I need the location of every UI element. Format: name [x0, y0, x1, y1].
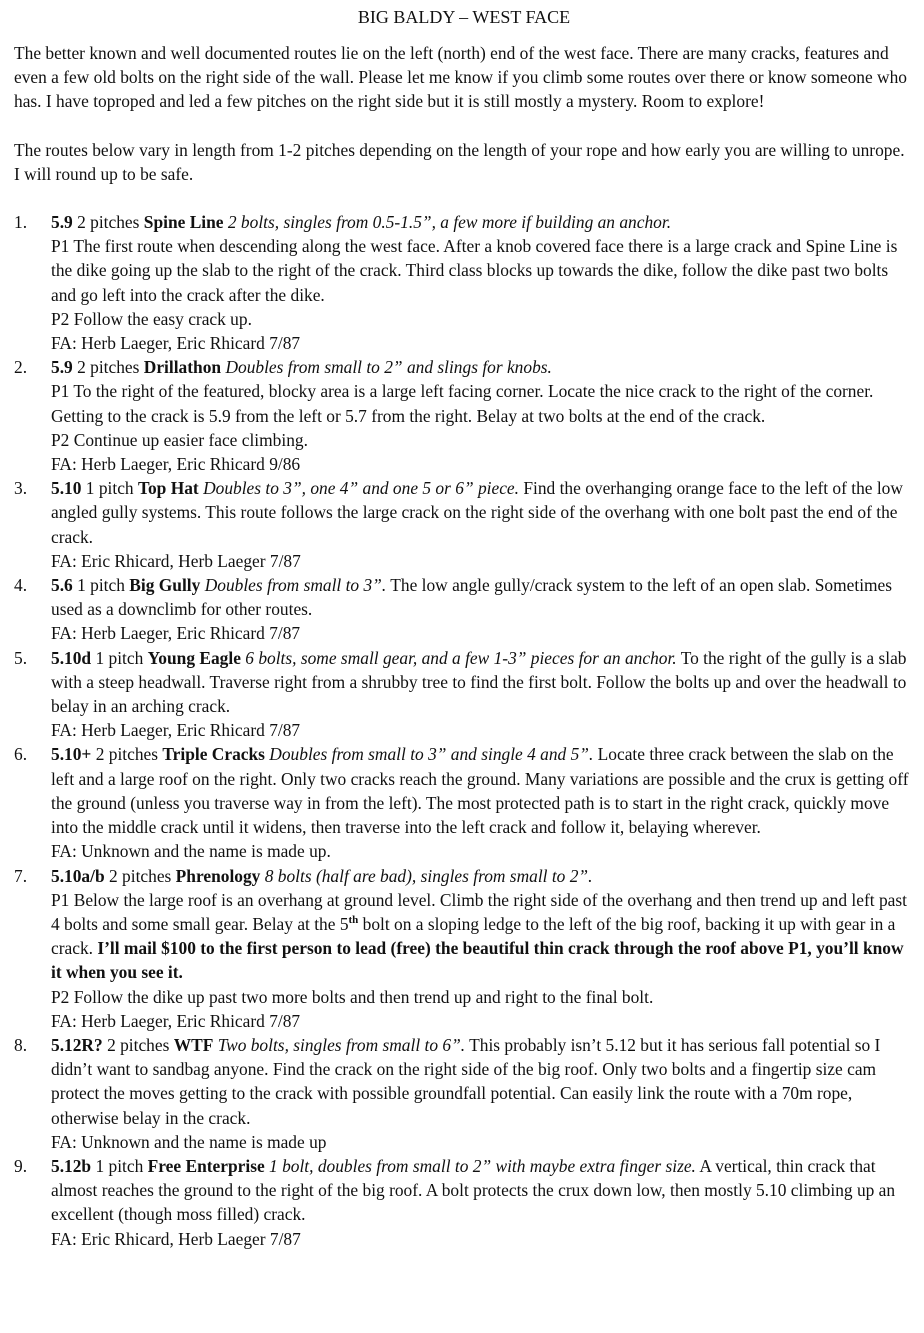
- route-grade: 5.12b: [51, 1155, 92, 1176]
- route-pitches: 2 pitches: [107, 1034, 170, 1055]
- route-name: Drillathon: [143, 357, 222, 378]
- route-name: Young Eagle: [147, 647, 241, 668]
- route-pitches: 2 pitches: [95, 744, 159, 765]
- route-gear: 2 bolts, singles from 0.5-1.5”, a few more if building an anchor.: [227, 212, 672, 233]
- route-item: [14, 1154, 914, 1251]
- route-gear: Two bolts, singles from small to 6”.: [217, 1034, 466, 1055]
- route-name: Phrenology: [175, 865, 261, 886]
- route-gear: Doubles from small to 3”.: [204, 575, 387, 596]
- route-p1: [51, 888, 914, 985]
- route-number: 1.: [14, 212, 28, 233]
- route-pitches: 1 pitch: [77, 575, 125, 596]
- route-grade: 5.10d: [51, 647, 92, 668]
- route-fa: FA: Unknown and the name is made up: [51, 1131, 327, 1152]
- route-fa: FA: Herb Laeger, Eric Rhicard 7/87: [51, 333, 301, 354]
- route-number: 6.: [14, 744, 28, 765]
- route-item: [14, 646, 914, 743]
- route-number: 8.: [14, 1034, 28, 1055]
- route-grade: 5.6: [51, 575, 73, 596]
- route-item: [14, 210, 914, 355]
- route-gear: 6 bolts, some small gear, and a few 1-3” pieces for an anchor.: [245, 647, 677, 668]
- route-item: [14, 355, 914, 476]
- route-list: [14, 210, 914, 1251]
- route-gear: Doubles from small to 2” and slings for knobs.: [225, 357, 552, 378]
- route-description: Find the overhanging orange face to the left of the low angled gully systems. This route follows the large crack on the right side of the overhang with one bolt past the end of the crack.: [51, 478, 903, 547]
- route-grade: 5.9: [51, 212, 73, 233]
- route-p2: P2 Follow the dike up past two more bolts and then trend up and right to the final bolt.: [51, 986, 654, 1007]
- route-item: [14, 742, 914, 863]
- route-grade: 5.9: [51, 357, 73, 378]
- route-name: Top Hat: [137, 478, 199, 499]
- route-grade: 5.10+: [51, 744, 92, 765]
- route-number: 7.: [14, 865, 28, 886]
- route-fa: FA: Herb Laeger, Eric Rhicard 9/86: [51, 454, 301, 475]
- route-gear: Doubles to 3”, one 4” and one 5 or 6” piece.: [203, 478, 519, 499]
- route-fa: FA: Herb Laeger, Eric Rhicard 7/87: [51, 720, 301, 741]
- route-p1-text: P1 Below the large roof is an overhang at ground level. Climb the right side of the overhang and then trend up and left past 4 bolts and some small gear. Belay at the 5: [51, 889, 907, 934]
- route-bounty-note: I’ll mail $100 to the first person to lead (free) the beautiful thin crack through the roof above P1, you’ll know it when you see it.: [51, 938, 904, 983]
- route-item: [14, 1033, 914, 1154]
- route-item: [14, 573, 914, 646]
- route-number: 4.: [14, 575, 28, 596]
- route-grade: 5.12R?: [51, 1034, 103, 1055]
- route-name: Big Gully: [129, 575, 201, 596]
- route-name: Spine Line: [143, 212, 224, 233]
- route-description: To the right of the gully is a slab with a steep headwall. Traverse right from a shrubby tree to find the first bolt. Follow the bolts up and over the headwall to belay in an arching crack.: [51, 647, 907, 717]
- page-title: BIG BALDY – WEST FACE: [357, 7, 571, 27]
- route-grade: 5.10a/b: [51, 865, 105, 886]
- route-name: WTF: [173, 1034, 214, 1055]
- route-description: Locate three crack between the slab on the left and a large roof on the right. Only two cracks reach the ground. Many variations are possible and the crux is getting off the ground (unless you traverse way in from the left). The most protected path is to start in the right crack, quickly move into the middle crack until it widens, then traverse into the left crack and follow it, belaying wherever.: [51, 744, 909, 838]
- route-description: A vertical, thin crack that almost reaches the ground to the right of the big roof. A bolt protects the crux down low, then mostly 5.10 climbing up an excellent (though moss filled) crack.: [51, 1155, 896, 1225]
- route-number: 9.: [14, 1155, 28, 1176]
- route-pitches: 2 pitches: [77, 357, 140, 378]
- route-number: 2.: [14, 357, 28, 378]
- route-p1-text-cont: bolt on a sloping ledge to the left of the big roof, backing it up with gear in a crack.: [51, 913, 896, 959]
- route-pitches: 2 pitches: [77, 212, 140, 233]
- route-fa: FA: Herb Laeger, Eric Rhicard 7/87: [51, 1010, 301, 1031]
- route-fa: FA: Eric Rhicard, Herb Laeger 7/87: [51, 550, 301, 571]
- route-name: Triple Cracks: [162, 744, 265, 765]
- route-fa: FA: Eric Rhicard, Herb Laeger 7/87: [51, 1228, 301, 1249]
- route-p2: P2 Follow the easy crack up.: [51, 308, 252, 329]
- route-description: This probably isn’t 5.12 but it has serious fall potential so I didn’t want to sandbag anyone. Find the crack on the right side of the big roof. Only two bolts and a fingertip size cam protect the moves getting to the crack with possible groundfall potential. Can easily link the route with a 70m rope, otherwise belay in the crack.: [51, 1034, 881, 1128]
- route-grade: 5.10: [51, 478, 82, 499]
- route-pitches: 2 pitches: [109, 865, 172, 886]
- ordinal-suffix: th: [348, 914, 359, 927]
- route-gear: 8 bolts (half are bad), singles from small to 2”.: [264, 865, 593, 886]
- route-number: 3.: [14, 478, 28, 499]
- route-item: [14, 864, 914, 1033]
- route-pitches: 1 pitch: [85, 478, 134, 499]
- route-item: [14, 476, 914, 573]
- route-name: Free Enterprise: [147, 1155, 265, 1176]
- route-gear: Doubles from small to 3” and single 4 and 5”.: [269, 744, 594, 765]
- route-description: The low angle gully/crack system to the left of an open slab. Sometimes used as a downclimb for other routes.: [51, 575, 893, 620]
- route-p2: P2 Continue up easier face climbing.: [51, 429, 308, 450]
- route-gear: 1 bolt, doubles from small to 2” with maybe extra finger size.: [269, 1155, 696, 1176]
- route-pitches: 1 pitch: [95, 647, 144, 668]
- intro-paragraph-1: The better known and well documented routes lie on the left (north) end of the west face. There are many cracks, features and even a few old bolts on the right side of the wall. Please let me know if you climb some routes over there or know someone who has. I have toproped and led a few pitches on the right side but it is still mostly a mystery. Room to explore!: [14, 43, 907, 112]
- route-pitches: 1 pitch: [95, 1155, 144, 1176]
- route-fa: FA: Herb Laeger, Eric Rhicard 7/87: [51, 623, 301, 644]
- intro-paragraph-2: The routes below vary in length from 1-2 pitches depending on the length of your rope and how early you are willing to unrope. I will round up to be safe.: [14, 139, 905, 184]
- route-fa: FA: Unknown and the name is made up.: [51, 841, 331, 862]
- route-p1: P1 The first route when descending along the west face. After a knob covered face there is a large crack and Spine Line is the dike going up the slab to the right of the crack. Third class blocks up towards the dike, follow the dike past two bolts and go left into the crack after the dike.: [51, 236, 898, 305]
- route-number: 5.: [14, 647, 28, 668]
- route-p1: P1 To the right of the featured, blocky area is a large left facing corner. Locate the nice crack to the right of the corner. Getting to the crack is 5.9 from the left or 5.7 from the right. Belay at two bolts at the end of the crack.: [51, 381, 874, 426]
